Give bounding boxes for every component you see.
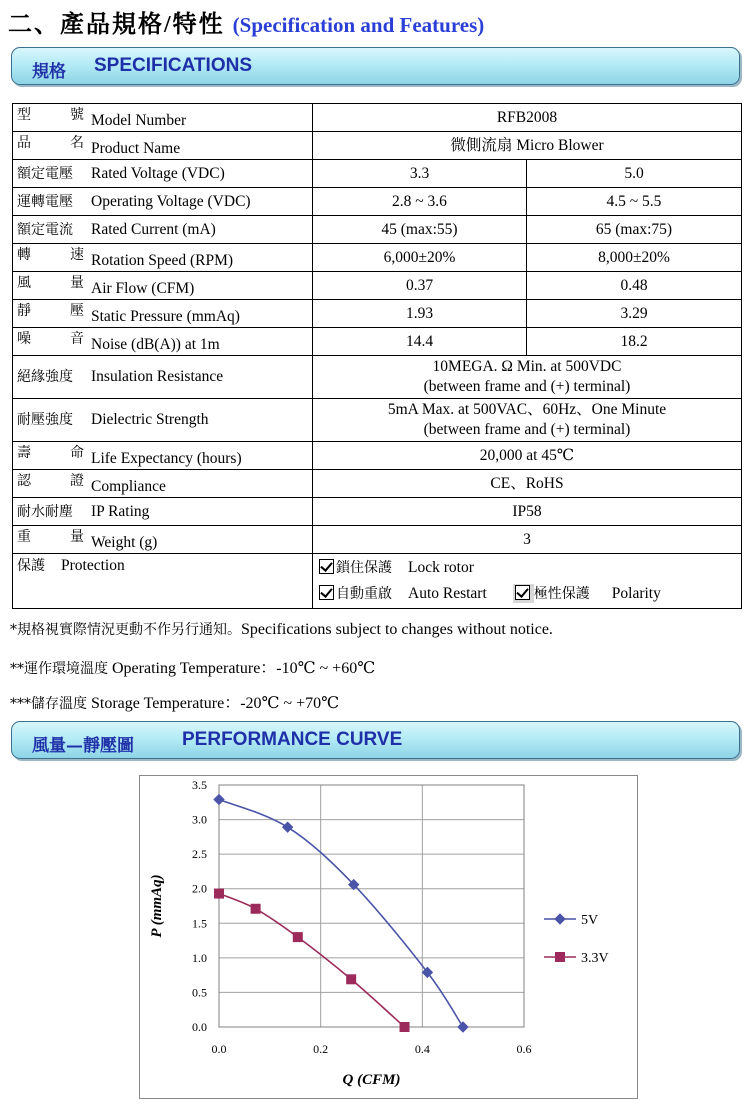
spec-label: 重 量 Weight (g) xyxy=(13,526,313,554)
spec-label: 絕緣強度 Insulation Resistance xyxy=(13,356,313,399)
y-tick-label: 3.0 xyxy=(192,812,207,827)
spec-label: 轉 速 Rotation Speed (RPM) xyxy=(13,244,313,272)
performance-chart-svg xyxy=(140,776,637,1098)
legend-label: 3.3V xyxy=(581,951,609,966)
spec-value: 18.2 xyxy=(527,328,742,356)
y-axis-label: P (mmAq) xyxy=(149,874,165,938)
data-point xyxy=(214,795,224,805)
spec-value: 4.5 ~ 5.5 xyxy=(527,188,742,216)
spec-label-english: Rated Current (mA) xyxy=(91,220,216,238)
protection-options xyxy=(313,554,742,609)
spec-label: 風 量 Air Flow (CFM) xyxy=(13,272,313,300)
data-point xyxy=(400,1023,409,1032)
data-point xyxy=(251,904,260,913)
series-line-1 xyxy=(219,894,405,1027)
spec-label-english: Operating Voltage (VDC) xyxy=(91,192,251,210)
spec-label: 耐壓強度 Dielectric Strength xyxy=(13,399,313,442)
spec-row xyxy=(13,442,742,470)
spec-value: 1.93 xyxy=(313,300,527,328)
y-tick-label: 0.0 xyxy=(192,1020,207,1034)
spec-label: 壽 命 Life Expectancy (hours) xyxy=(13,442,313,470)
performance-curve-banner xyxy=(11,721,740,759)
spec-row xyxy=(13,399,742,442)
spec-row xyxy=(13,328,742,356)
spec-label: 保護 Protection xyxy=(13,554,313,609)
spec-label-english: Rated Voltage (VDC) xyxy=(91,164,225,182)
legend-marker xyxy=(555,914,565,924)
x-tick-label: 0.4 xyxy=(414,1042,430,1056)
spec-label: 品 名 Product Name xyxy=(13,132,313,160)
spec-value: IP58 xyxy=(313,498,742,526)
spec-value: 3.29 xyxy=(527,300,742,328)
data-point xyxy=(215,889,224,898)
y-tick-label: 3.5 xyxy=(192,778,207,792)
spec-row-protection xyxy=(13,554,742,609)
protection-option-auto-restart: 自動重啟 Auto Restart xyxy=(319,585,487,602)
spec-row xyxy=(13,470,742,498)
spec-label-english: Noise (dB(A)) at 1m xyxy=(91,335,220,353)
spec-row xyxy=(13,160,742,188)
spec-value: 20,000 at 45℃ xyxy=(313,442,742,470)
spec-label-english: Rotation Speed (RPM) xyxy=(91,251,234,269)
spec-label-english: IP Rating xyxy=(91,502,150,520)
spec-label-english: Dielectric Strength xyxy=(91,411,209,428)
spec-label-english: Model Number xyxy=(91,111,187,129)
spec-value: 6,000±20% xyxy=(313,244,527,272)
performance-chart xyxy=(139,775,638,1099)
spec-row xyxy=(13,132,742,160)
checkbox-checked-icon xyxy=(319,559,334,574)
note-spec-change: *規格視實際情況更動不作另行通知。Specifications subject to changes without notice. xyxy=(10,621,553,638)
spec-value: CE、RoHS xyxy=(313,470,742,498)
page-title xyxy=(8,4,484,39)
spec-row xyxy=(13,300,742,328)
x-tick-label: 0.6 xyxy=(516,1042,532,1056)
page-title-english: (Specification and Features) xyxy=(232,13,485,37)
y-tick-label: 1.0 xyxy=(192,950,207,965)
performance-curve-banner-chinese: 風量—靜壓圖 xyxy=(32,736,134,756)
protection-option-lock-rotor: 鎖住保護 Lock rotor xyxy=(319,555,737,581)
spec-value: 5.0 xyxy=(527,160,742,188)
note-operating-temperature: **運作環境溫度 Operating Temperature：-10℃ ~ +60℃ xyxy=(10,660,376,677)
x-tick-label: 0.0 xyxy=(211,1042,227,1056)
spec-table xyxy=(12,103,742,609)
checkbox-checked-icon xyxy=(515,585,530,600)
y-tick-label: 2.0 xyxy=(192,881,207,896)
spec-value: 0.48 xyxy=(527,272,742,300)
spec-value: 45 (max:55) xyxy=(313,216,527,244)
spec-row xyxy=(13,356,742,399)
spec-value: 65 (max:75) xyxy=(527,216,742,244)
spec-label-english: Static Pressure (mmAq) xyxy=(91,307,240,325)
spec-label: 耐水耐塵 IP Rating xyxy=(13,498,313,526)
spec-row xyxy=(13,244,742,272)
spec-label: 認 證 Compliance xyxy=(13,470,313,498)
checkbox-checked-icon xyxy=(319,585,334,600)
data-point xyxy=(283,822,293,832)
spec-row xyxy=(13,526,742,554)
spec-label: 額定電壓 Rated Voltage (VDC) xyxy=(13,160,313,188)
spec-value: 5mA Max. at 500VAC、60Hz、One Minute (between frame and (+) terminal) xyxy=(313,399,742,442)
spec-label: 運轉電壓 Operating Voltage (VDC) xyxy=(13,188,313,216)
spec-value: 8,000±20% xyxy=(527,244,742,272)
spec-label: 型 號 Model Number xyxy=(13,104,313,132)
spec-value: 3.3 xyxy=(313,160,527,188)
spec-label: 噪 音 Noise (dB(A)) at 1m xyxy=(13,328,313,356)
spec-value: 14.4 xyxy=(313,328,527,356)
spec-row xyxy=(13,104,742,132)
x-tick-label: 0.2 xyxy=(313,1042,329,1056)
data-point xyxy=(347,975,356,984)
spec-value: 2.8 ~ 3.6 xyxy=(313,188,527,216)
performance-curve-banner-english: PERFORMANCE CURVE xyxy=(182,729,403,750)
plot-area xyxy=(219,785,524,1027)
data-point xyxy=(458,1022,468,1032)
spec-label: 靜 壓 Static Pressure (mmAq) xyxy=(13,300,313,328)
spec-label-english: Weight (g) xyxy=(91,533,158,551)
y-tick-label: 0.5 xyxy=(192,985,207,1000)
spec-value: 微側流扇 Micro Blower xyxy=(313,132,742,160)
spec-row xyxy=(13,216,742,244)
spec-label-english: Insulation Resistance xyxy=(91,368,224,385)
spec-value: 10MEGA. Ω Min. at 500VDC (between frame and (+) terminal) xyxy=(313,356,742,399)
page-title-chinese: 二、產品規格/特性 xyxy=(8,12,225,38)
spec-row xyxy=(13,498,742,526)
note-storage-temperature: ***儲存溫度 Storage Temperature：-20℃ ~ +70℃ xyxy=(10,695,340,712)
y-tick-label: 1.5 xyxy=(192,916,207,931)
spec-value: RFB2008 xyxy=(313,104,742,132)
spec-row xyxy=(13,188,742,216)
spec-label-english: Compliance xyxy=(91,477,166,495)
spec-label-english: Air Flow (CFM) xyxy=(91,279,195,297)
spec-label-english: Product Name xyxy=(91,139,181,157)
spec-row xyxy=(13,272,742,300)
spec-label-english: Life Expectancy (hours) xyxy=(91,449,242,467)
spec-value: 0.37 xyxy=(313,272,527,300)
spec-label: 額定電流 Rated Current (mA) xyxy=(13,216,313,244)
specifications-banner-english: SPECIFICATIONS xyxy=(94,55,252,76)
specifications-banner xyxy=(11,47,740,85)
y-tick-label: 2.5 xyxy=(192,847,207,862)
legend-marker xyxy=(556,953,565,962)
data-point xyxy=(293,933,302,942)
x-axis-label: Q (CFM) xyxy=(342,1072,401,1088)
legend-label: 5V xyxy=(581,913,599,928)
protection-option-polarity: 極性保護 Polarity xyxy=(513,585,661,602)
specifications-banner-chinese: 規格 xyxy=(32,62,66,82)
spec-value: 3 xyxy=(313,526,742,554)
